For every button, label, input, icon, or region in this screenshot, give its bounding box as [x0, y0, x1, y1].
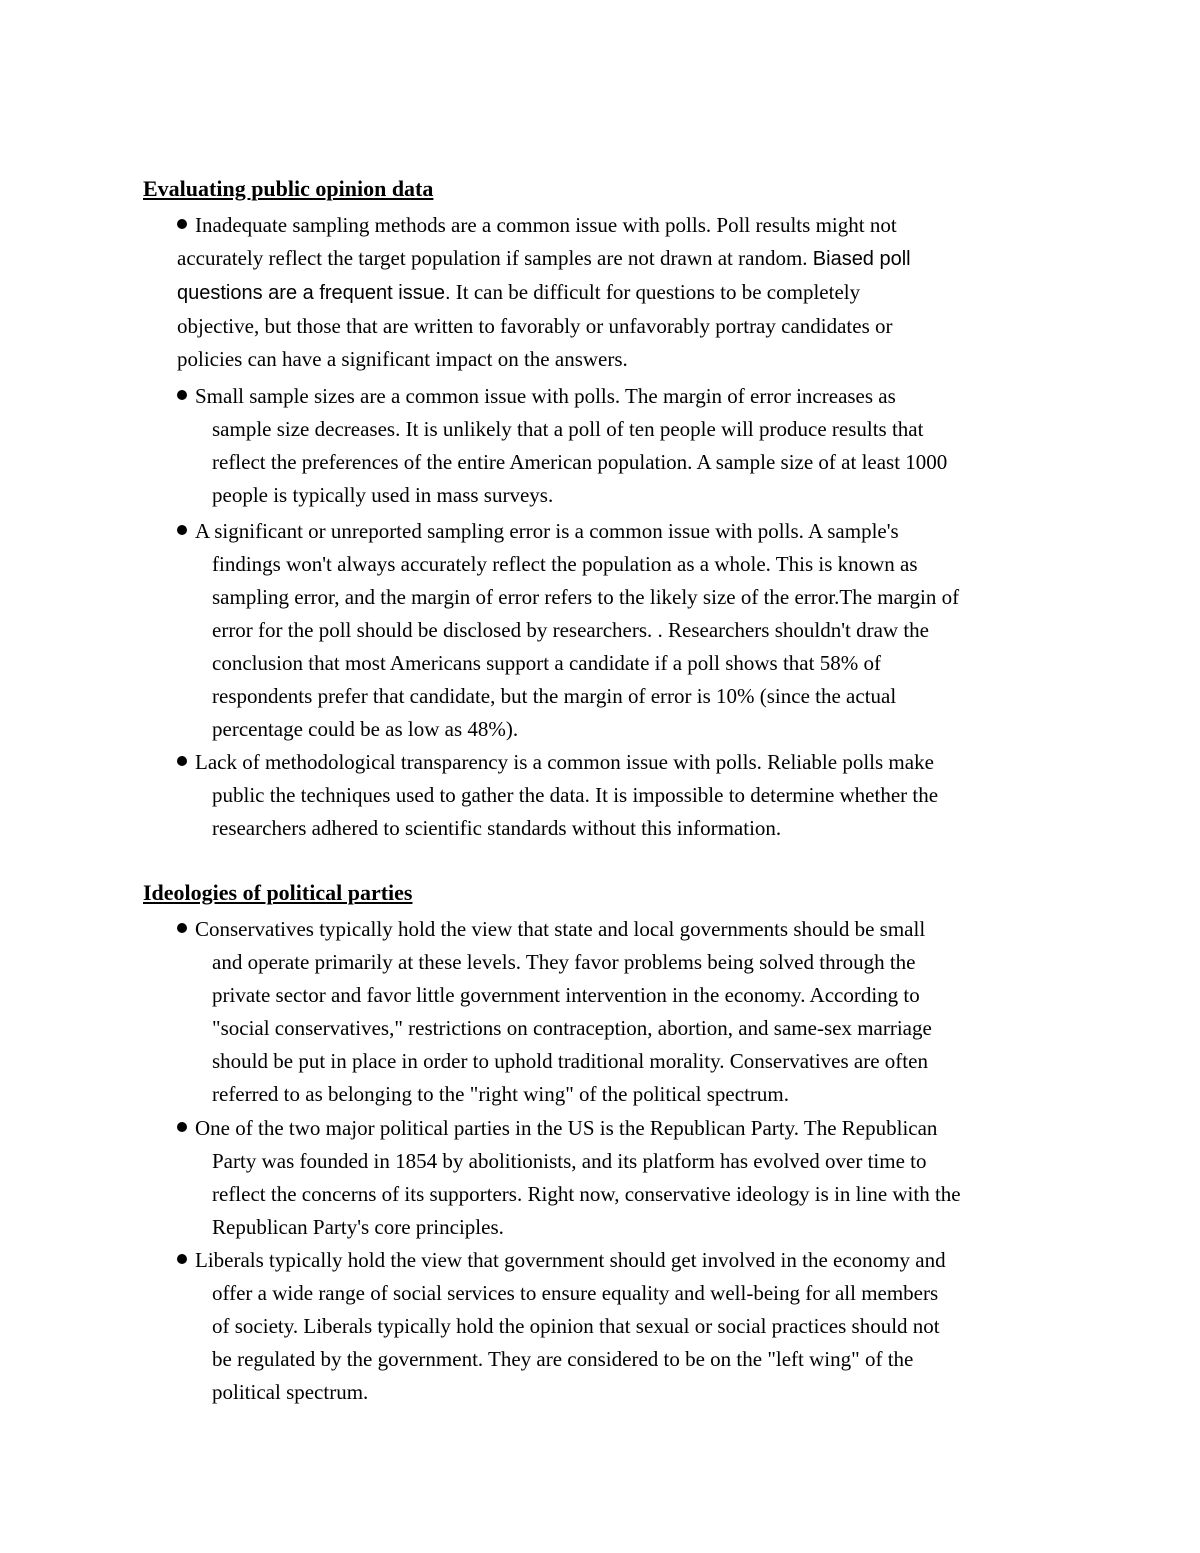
- bullet-line: be regulated by the government. They are considered to be on the "left wing" of the: [212, 1347, 914, 1371]
- bullet-line: questions are a frequent issue. It can be difficult for questions to be completely: [177, 280, 861, 304]
- bullet-line: objective, but those that are written to favorably or unfavorably portray candidates or: [177, 314, 893, 338]
- bullet-conservatives: [195, 913, 1072, 1111]
- bullet-line: One of the two major political parties in the US is the Republican Party. The Republican: [177, 1112, 1072, 1145]
- bullet-line: "social conservatives," restrictions on contraception, abortion, and same-sex marriage: [212, 1016, 932, 1040]
- bullet-sampling-methods: [177, 209, 1072, 376]
- bullet-line: of society. Liberals typically hold the opinion that sexual or social practices should not: [212, 1314, 940, 1338]
- bullet-line: reflect the preferences of the entire American population. A sample size of at least 1000: [212, 450, 948, 474]
- bullet-line: percentage could be as low as 48%).: [212, 717, 519, 741]
- bullet-dot-icon: [177, 390, 187, 400]
- bullet-line: sampling error, and the margin of error refers to the likely size of the error.The margin of: [212, 585, 960, 609]
- bullet-line: Conservatives typically hold the view that state and local governments should be small: [177, 913, 1072, 946]
- bullet-line: private sector and favor little government intervention in the economy. According to: [212, 983, 920, 1007]
- bullet-dot-icon: [177, 1254, 187, 1264]
- bullet-line: political spectrum.: [212, 1380, 369, 1404]
- bullet-line: Republican Party's core principles.: [212, 1215, 504, 1239]
- bullet-line: researchers adhered to scientific standards without this information.: [212, 816, 782, 840]
- bullet-dot-icon: [177, 1122, 187, 1132]
- bullet-line: and operate primarily at these levels. They favor problems being solved through the: [212, 950, 916, 974]
- bullet-republican-party: [195, 1112, 1072, 1244]
- bullet-sampling-error: [195, 515, 1072, 746]
- bullet-line: reflect the concerns of its supporters. Right now, conservative ideology is in line with the: [212, 1182, 961, 1206]
- bullet-line: error for the poll should be disclosed by researchers. . Researchers shouldn't draw the: [212, 618, 929, 642]
- bullet-line: Lack of methodological transparency is a common issue with polls. Reliable polls make: [177, 746, 1072, 779]
- bullet-line: sample size decreases. It is unlikely that a poll of ten people will produce results that: [212, 417, 924, 441]
- bullet-line: Liberals typically hold the view that government should get involved in the economy and: [177, 1244, 1072, 1277]
- bullet-dot-icon: [177, 219, 187, 229]
- bullet-line: public the techniques used to gather the data. It is impossible to determine whether the: [212, 783, 939, 807]
- section-heading-public-opinion: Evaluating public opinion data: [143, 176, 434, 201]
- bullet-liberals: [195, 1244, 1072, 1409]
- bullet-dot-icon: [177, 525, 187, 535]
- bullet-line: people is typically used in mass surveys.: [212, 483, 554, 507]
- bullet-dot-icon: [177, 756, 187, 766]
- bullet-transparency: [195, 746, 1072, 845]
- bullet-line: Small sample sizes are a common issue with polls. The margin of error increases as: [177, 380, 1072, 413]
- bullet-line: respondents prefer that candidate, but the margin of error is 10% (since the actual: [212, 684, 897, 708]
- bullet-line: policies can have a significant impact on the answers.: [177, 347, 628, 371]
- bullet-line: A significant or unreported sampling error is a common issue with polls. A sample's: [177, 515, 1072, 548]
- bullet-sample-sizes: [195, 380, 1072, 512]
- bullet-line: offer a wide range of social services to ensure equality and well-being for all members: [212, 1281, 939, 1305]
- bullet-line: accurately reflect the target population if samples are not drawn at random. Biased poll: [177, 246, 911, 270]
- bullet-line: findings won't always accurately reflect the population as a whole. This is known as: [212, 552, 918, 576]
- bullet-line: referred to as belonging to the "right wing" of the political spectrum.: [212, 1082, 789, 1106]
- bullet-line: should be put in place in order to uphold traditional morality. Conservatives are often: [212, 1049, 928, 1073]
- bullet-line: conclusion that most Americans support a candidate if a poll shows that 58% of: [212, 651, 881, 675]
- bullet-dot-icon: [177, 923, 187, 933]
- bullet-line: Party was founded in 1854 by abolitionists, and its platform has evolved over time to: [212, 1149, 927, 1173]
- bullet-line: Inadequate sampling methods are a common issue with polls. Poll results might not: [177, 209, 1072, 242]
- section-heading-ideologies: Ideologies of political parties: [143, 880, 413, 905]
